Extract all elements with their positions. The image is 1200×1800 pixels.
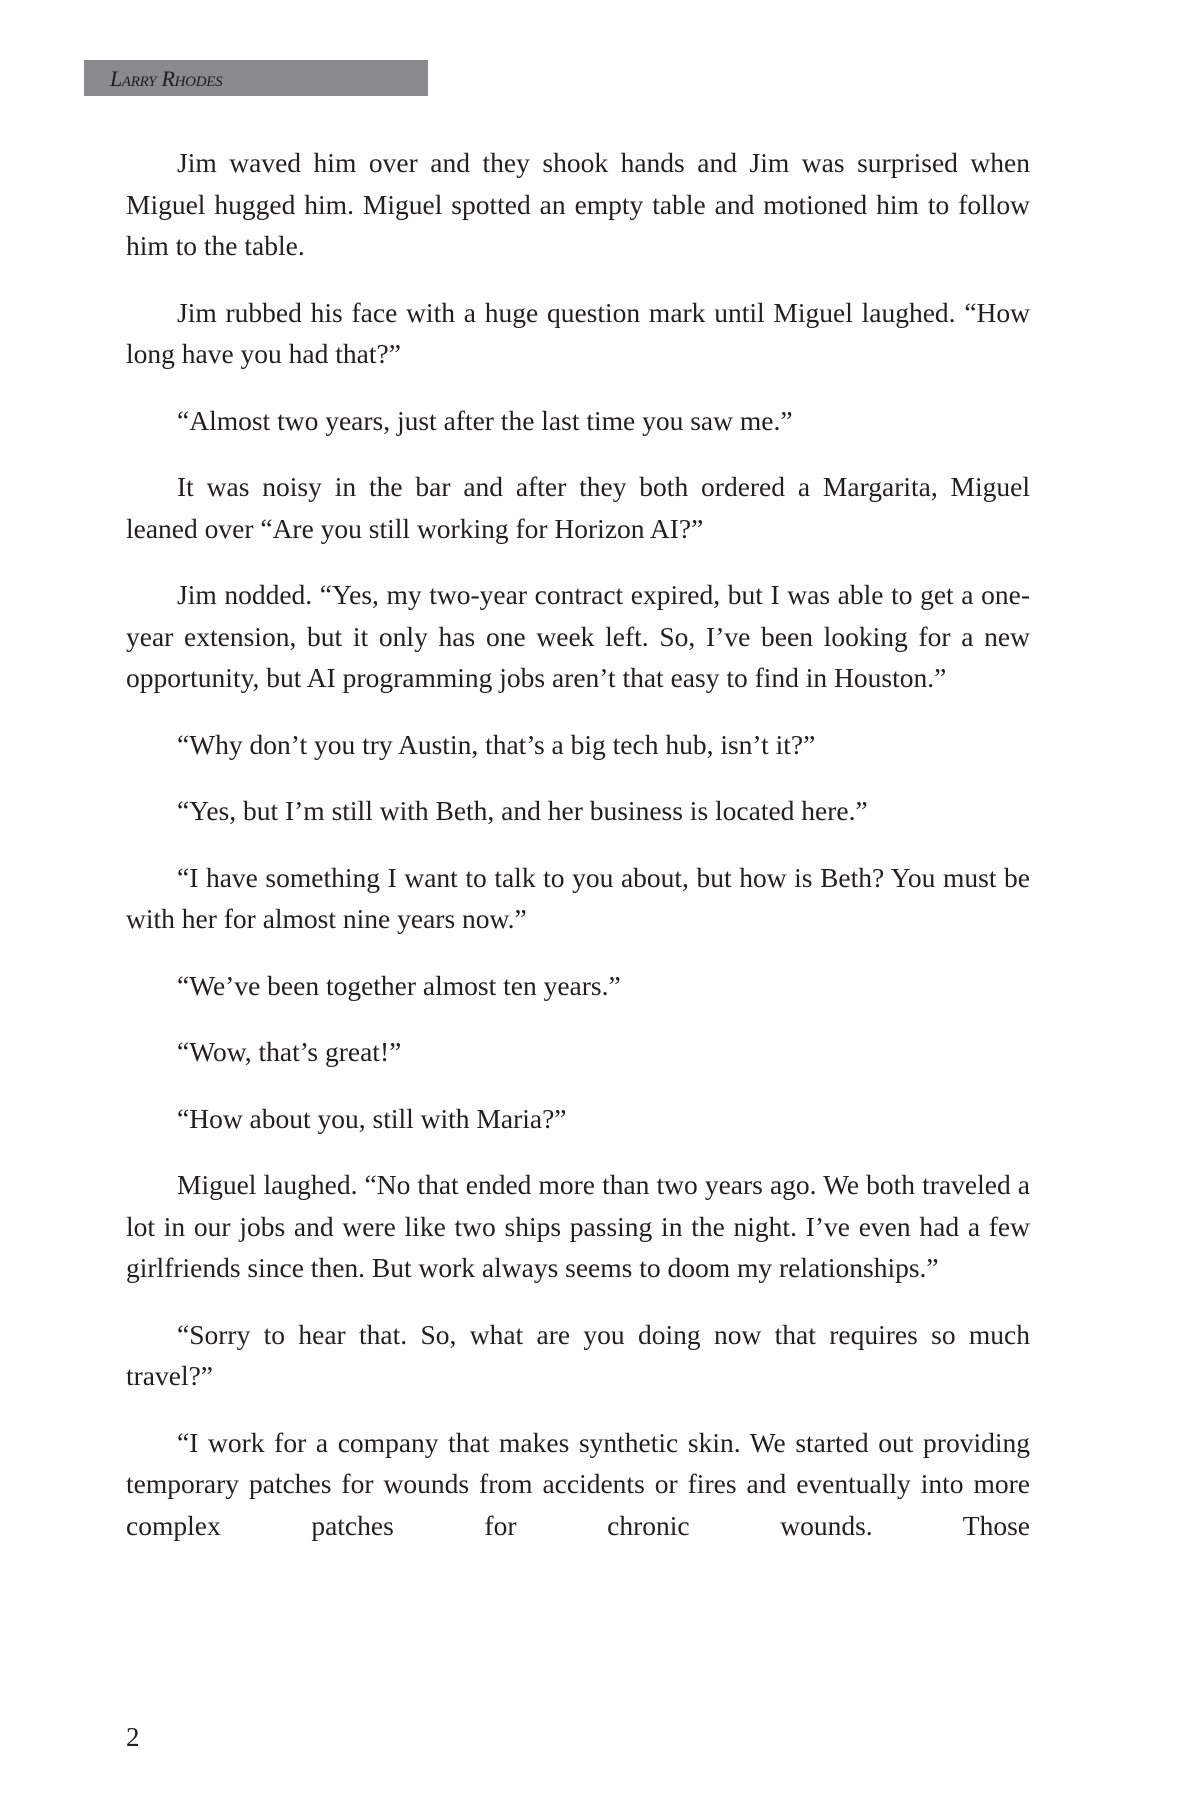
running-header [84,60,428,96]
paragraph: “Wow, that’s great!” [177,1036,402,1067]
paragraph: “Yes, but I’m still with Beth, and her business is located here.” [177,795,868,826]
paragraph: It was noisy in the bar and after they both ordered a Margarita, Miguel leaned over “Are you still working for Horizon AI?” [126,471,1030,544]
paragraph: Jim rubbed his face with a huge question mark until Miguel laughed. “How long have you had that?” [126,296,1030,369]
page-number: 2 [126,1722,140,1752]
paragraph: “I have something I want to talk to you about, but how is Beth? You must be with her for almost nine years now.” [126,861,1030,934]
paragraph: “Almost two years, just after the last time you saw me.” [177,404,793,436]
paragraph: “I work for a company that makes synthetic skin. We started out providing temporary patches for wounds from accidents or fires and eventually into more complex patches for chronic wounds. Those [126,1426,1030,1541]
paragraph: Jim waved him over and they shook hands and Jim was surprised when Miguel hugged him. Miguel spotted an empty table and motioned him to follow him to the table. [126,147,1030,261]
paragraph: Miguel laughed. “No that ended more than two years ago. We both traveled a lot in our jobs and were like two ships passing in the night. I’ve even had a few girlfriends since then. But work always seems to doom my relationships.” [126,1169,1030,1283]
author-name: Larry Rhodes [110,66,223,91]
paragraph: “We’ve been together almost ten years.” [177,969,621,1001]
paragraph: “Sorry to hear that. So, what are you doing now that requires so much travel?” [126,1318,1030,1391]
paragraph: Jim nodded. “Yes, my two-year contract expired, but I was able to get a one-year extension, but it only has one week left. So, I’ve been looking for a new opportunity, but AI programming jobs aren’t that easy to find in Houston.” [126,579,1030,693]
paragraph: “How about you, still with Maria?” [177,1102,567,1134]
paragraph: “Why don’t you try Austin, that’s a big tech hub, isn’t it?” [177,728,816,760]
body-text [126,142,1030,1571]
